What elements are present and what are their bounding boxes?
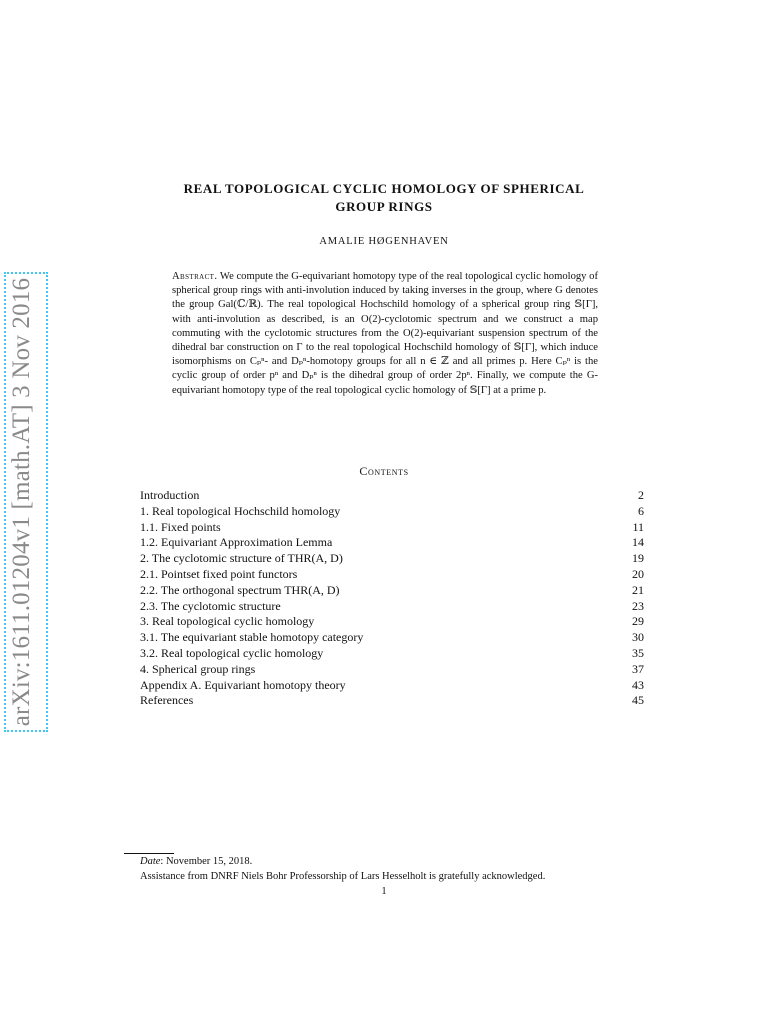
toc-entry-label: Introduction	[140, 488, 200, 502]
toc-entry[interactable]	[140, 520, 644, 536]
toc-entry-page: 6	[638, 503, 644, 518]
toc-entry-page: 35	[632, 645, 644, 660]
toc-entry-page: 20	[632, 566, 644, 581]
table-of-contents	[140, 488, 644, 709]
title-line-1: REAL TOPOLOGICAL CYCLIC HOMOLOGY OF SPHERICAL	[183, 181, 585, 196]
toc-entry[interactable]	[140, 583, 644, 599]
page-number: 1	[381, 886, 387, 897]
toc-entry[interactable]	[140, 535, 644, 551]
toc-entry[interactable]	[140, 599, 644, 615]
footnote-acknowledgement: Assistance from DNRF Niels Bohr Professorship of Lars Hesselholt is gratefully acknowledged.	[140, 870, 546, 882]
date-value: : November 15, 2018.	[160, 856, 253, 867]
abstract	[172, 270, 598, 398]
author: AMALIE HØGENHAVEN	[319, 236, 449, 247]
toc-entry-label: 4. Spherical group rings	[140, 661, 256, 676]
toc-entry-label: References	[140, 693, 194, 708]
date-label: Date	[140, 856, 161, 867]
abstract-label: Abstract.	[172, 271, 218, 282]
toc-entry-page: 29	[632, 614, 644, 629]
toc-entry-label: 2.3. The cyclotomic structure	[140, 598, 281, 613]
footnote-rule	[124, 853, 174, 854]
toc-entry-label: 3. Real topological cyclic homology	[140, 614, 315, 629]
toc-entry-label: 2.2. The orthogonal spectrum THR(A, D)	[140, 582, 340, 597]
toc-entry-label: 3.1. The equivariant stable homotopy category	[140, 630, 364, 645]
abstract-text: We compute the G-equivariant homotopy type of the real topological cyclic homology of spherical group rings with anti-involution induced by taking inverses in the group, where G denotes the group Gal(ℂ/ℝ). The real topological Hochschild homology of a spherical group ring 𝕊[Γ], with anti-involution as described, is an O(2)-cyclotomic spectrum and we construct a map commuting with the cyclotomic structures from the O(2)-equivariant suspension spectrum of the dihedral bar construction on Γ to the real topological Hochschild homology of 𝕊[Γ], which induce isomorphisms on Cₚⁿ- and Dₚⁿ-homotopy groups for all n ∈ ℤ and all primes p. Here Cₚⁿ is the cyclic group of order pⁿ and Dₚⁿ is the dihedral group of order 2pⁿ. Finally, we compute the G-equivariant homotopy type of the real topological cyclic homology of 𝕊[Γ] at a prime p.	[172, 271, 598, 396]
toc-entry[interactable]	[140, 678, 644, 694]
toc-entry-page: 37	[632, 661, 644, 676]
toc-entry-page: 11	[632, 519, 644, 534]
toc-entry-page: 21	[632, 582, 644, 597]
toc-entry[interactable]	[140, 504, 644, 520]
contents-heading: Contents	[359, 464, 409, 478]
arxiv-identifier: arXiv:1611.01204v1 [math.AT] 3 Nov 2016	[8, 277, 35, 727]
toc-entry-label: 2. The cyclotomic structure of THR(A, D)	[140, 551, 343, 566]
toc-entry-page: 19	[632, 551, 644, 566]
toc-entry[interactable]	[140, 551, 644, 567]
toc-entry[interactable]	[140, 646, 644, 662]
footnote-date	[140, 855, 545, 870]
toc-entry[interactable]	[140, 630, 644, 646]
toc-entry-label: 3.2. Real topological cyclic homology	[140, 645, 324, 660]
toc-entry-page: 23	[632, 598, 644, 613]
toc-entry-page: 43	[632, 677, 644, 692]
toc-entry[interactable]	[140, 614, 644, 630]
toc-entry-page: 30	[632, 630, 644, 645]
toc-entry[interactable]	[140, 662, 644, 678]
toc-entry-label: 1. Real topological Hochschild homology	[140, 503, 341, 518]
toc-entry-page: 45	[632, 693, 644, 708]
toc-entry-page: 14	[632, 535, 644, 550]
toc-entry[interactable]	[140, 488, 644, 504]
title-line-2: GROUP RINGS	[335, 199, 433, 214]
toc-entry-label: Appendix A. Equivariant homotopy theory	[140, 677, 346, 692]
toc-entry-page: 2	[638, 488, 644, 502]
toc-entry-label: 1.2. Equivariant Approximation Lemma	[140, 535, 333, 550]
footnote	[140, 855, 545, 885]
toc-entry[interactable]	[140, 693, 644, 709]
toc-entry-label: 1.1. Fixed points	[140, 519, 221, 534]
paper-title	[110, 180, 658, 216]
toc-entry[interactable]	[140, 567, 644, 583]
toc-entry-label: 2.1. Pointset fixed point functors	[140, 566, 298, 581]
